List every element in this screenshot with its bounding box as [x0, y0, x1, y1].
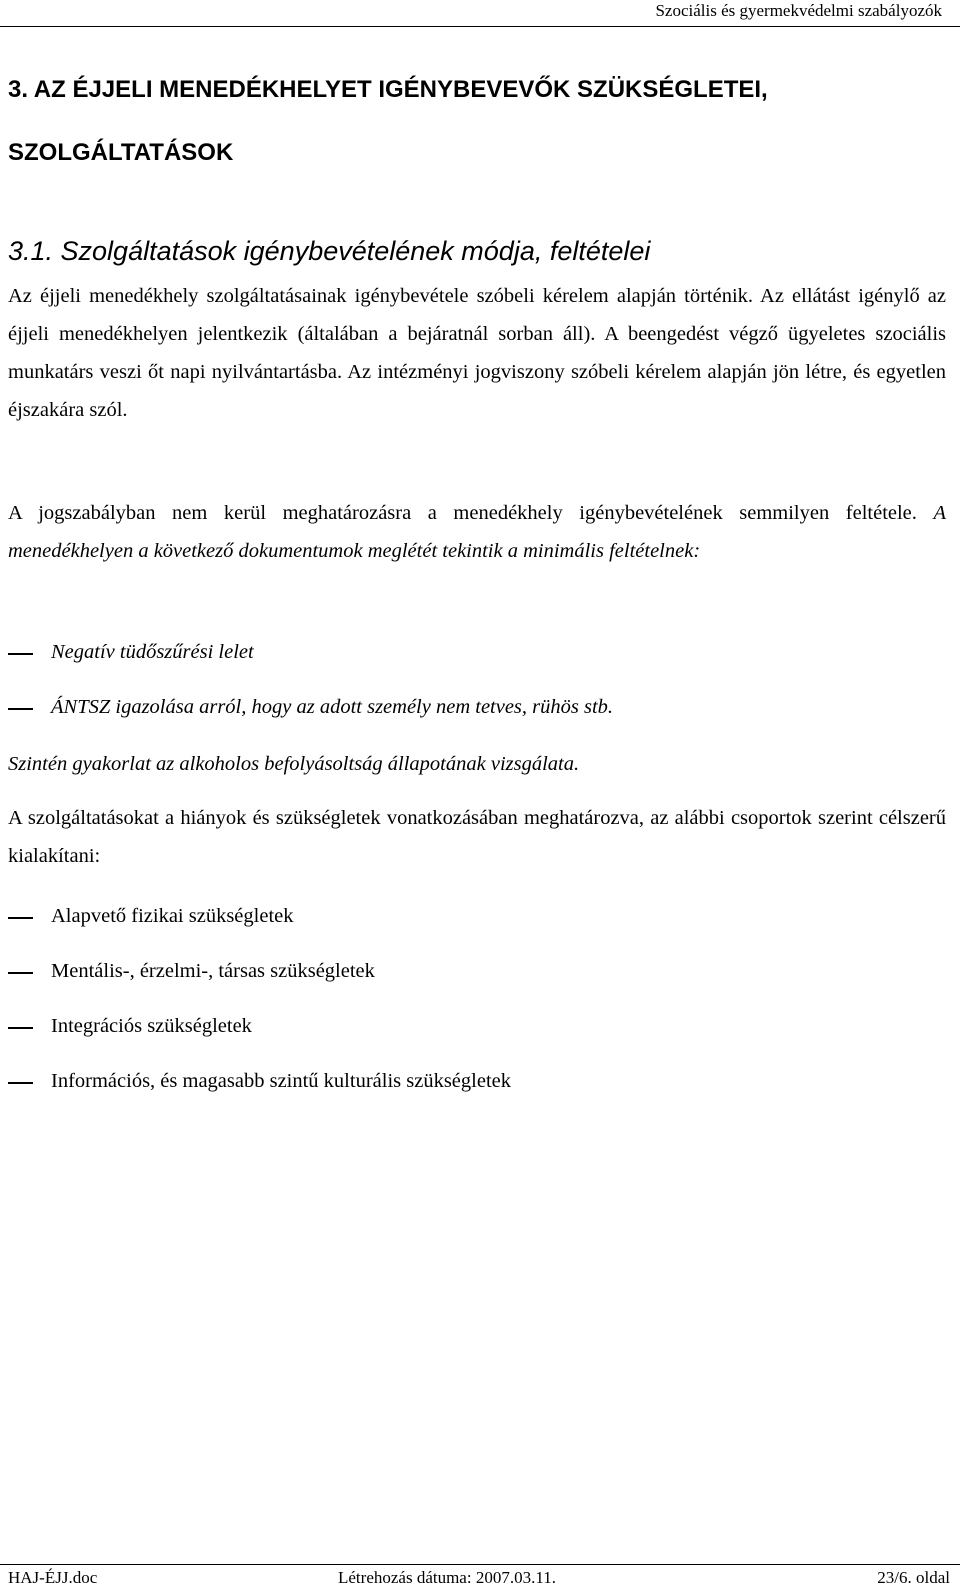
paragraph-conditions: [8, 494, 946, 570]
list-item: [8, 1054, 946, 1109]
conditions-italic-text: A menedékhelyen a következő dokumentumok meglétét tekintik a minimális feltételnek:: [8, 502, 946, 562]
list-item: [8, 944, 946, 999]
conditions-text: A jogszabályban nem kerül meghatározásra a menedékhely igénybevételének semmilyen feltétele.: [8, 502, 917, 524]
list-item-text: Negatív tüdőszűrési lelet: [51, 641, 254, 663]
paragraph-services: [8, 799, 946, 875]
section-title: 3. AZ ÉJJELI MENEDÉKHELYET IGÉNYBEVEVŐK SZÜKSÉGLETEI, SZOLGÁLTATÁSOK: [8, 76, 768, 166]
dash-bullet-icon: [8, 708, 33, 710]
subsection-title: 3.1. Szolgáltatások igénybevételének módja, feltételei: [8, 236, 651, 266]
list-item-text: Integrációs szükségletek: [51, 1015, 252, 1037]
list-item-text: ÁNTSZ igazolása arról, hogy az adott személy nem tetves, rühös stb.: [51, 696, 614, 718]
dash-bullet-icon: [8, 972, 33, 974]
paragraph-text: A szolgáltatásokat a hiányok és szükségletek vonatkozásában meghatározva, az alábbi csoportok szerint célszerű kialakítani:: [8, 807, 946, 867]
footer-file-name: HAJ-ÉJJ.doc: [8, 1568, 98, 1587]
list-item: [8, 680, 946, 735]
dash-bullet-icon: [8, 653, 33, 655]
documents-list: [8, 625, 946, 735]
footer-page-number: 23/6. oldal: [877, 1568, 950, 1587]
needs-list: [8, 889, 946, 1109]
paragraph-text: Az éjjeli menedékhely szolgáltatásainak igénybevétele szóbeli kérelem alapján történik. Az ellátást igénylő az éjjeli menedékhelyen jelentkezik (általában a bejáratnál sorban áll). A beengedést végző ügyeletes szociális munkatárs veszi őt napi nyilvántartásba. Az intézményi jogviszony szóbeli kérelem alapján jön létre, és egyetlen éjszakára szól.: [8, 285, 946, 421]
dash-bullet-icon: [8, 917, 33, 919]
list-item-text: Mentális-, érzelmi-, társas szükségletek: [51, 960, 375, 982]
list-item-text: Információs, és magasabb szintű kulturális szükségletek: [51, 1070, 511, 1092]
page-header: [0, 0, 960, 27]
paragraph-alcohol-check: [8, 745, 946, 783]
paragraph-text: Szintén gyakorlat az alkoholos befolyásoltság állapotának vizsgálata.: [8, 753, 580, 775]
list-item: [8, 625, 946, 680]
dash-bullet-icon: [8, 1027, 33, 1029]
dash-bullet-icon: [8, 1082, 33, 1084]
list-item: [8, 999, 946, 1054]
page-footer: [0, 1564, 960, 1588]
list-item-text: Alapvető fizikai szükségletek: [51, 905, 294, 927]
paragraph-intake: [8, 277, 946, 429]
footer-created-date: Létrehozás dátuma: 2007.03.11.: [338, 1568, 556, 1587]
list-item: [8, 889, 946, 944]
running-title: Szociális és gyermekvédelmi szabályozók: [655, 1, 942, 20]
